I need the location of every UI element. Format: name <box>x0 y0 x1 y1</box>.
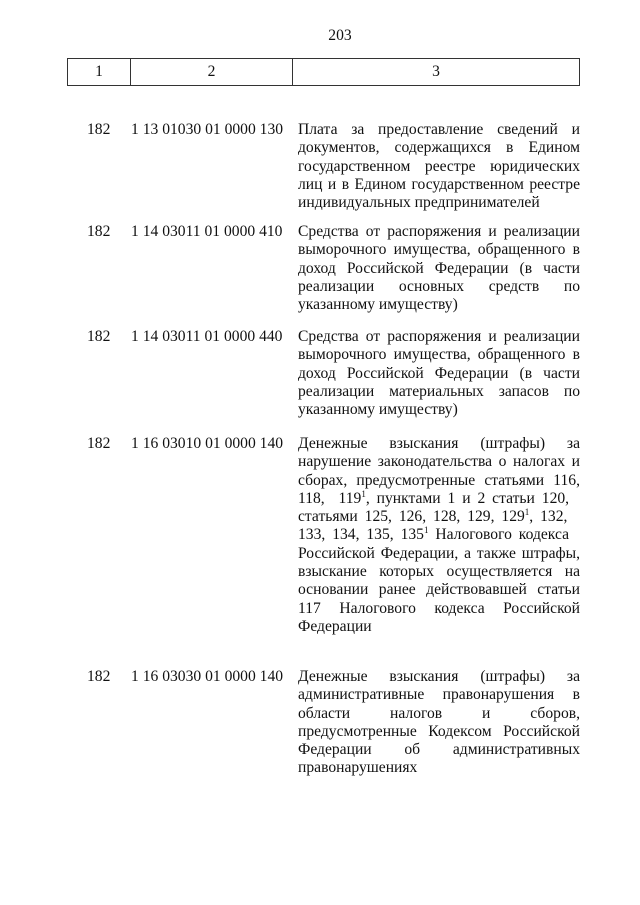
line-text: Налогового кодекса <box>428 526 570 544</box>
description-line: Плата за предоставление сведений и <box>298 121 580 138</box>
description-line: сборах, предусмотренные статьями 116, <box>298 471 580 489</box>
description-line <box>298 490 580 508</box>
description-line: взыскание которых осуществляется на <box>298 563 580 581</box>
description-line <box>298 526 580 544</box>
description-line: выморочного имущества, обращенного в <box>298 346 580 364</box>
description-line <box>298 508 580 526</box>
page-number: 203 <box>328 27 352 44</box>
description-line: указанному имуществу) <box>298 401 458 419</box>
admin-code: 182 <box>87 121 111 138</box>
superscript: 1 <box>423 525 429 536</box>
description-line: правонарушениях <box>298 759 418 777</box>
kbk-code: 1 16 03030 01 0000 140 <box>131 668 284 685</box>
description-line: Денежные взыскания (штрафы) за <box>298 668 580 685</box>
description-line: Денежные взыскания (штрафы) за <box>298 435 580 452</box>
income-description <box>298 668 580 778</box>
description-line: Средства от распоряжения и реализации <box>298 328 580 345</box>
description-line: государственном реестре юридических <box>298 157 580 175</box>
description-line: доход Российской Федерации (в части <box>298 259 580 277</box>
kbk-code: 1 13 01030 01 0000 130 <box>131 121 284 138</box>
description-line: основании ранее действовавшей статьи <box>298 581 580 599</box>
line-text: 118, 119 <box>298 489 362 507</box>
income-description <box>298 328 580 419</box>
income-description <box>298 435 580 636</box>
description-line: лиц и в Едином государственном реестре <box>298 175 580 193</box>
line-text: , пунктами 1 и 2 статьи 120, <box>365 489 570 507</box>
description-line: административные правонарушения в <box>298 686 580 704</box>
admin-code: 182 <box>87 435 111 452</box>
description-line: доход Российской Федерации (в части <box>298 364 580 382</box>
description-line: документов, содержащихся в Едином <box>298 139 580 157</box>
kbk-code: 1 14 03011 01 0000 410 <box>131 223 283 240</box>
description-line: Федерации об административных <box>298 741 580 759</box>
income-description <box>298 121 580 212</box>
kbk-code: 1 14 03011 01 0000 440 <box>131 328 283 345</box>
line-text: , 132, <box>529 508 568 526</box>
description-line: Средства от распоряжения и реализации <box>298 223 580 240</box>
description-line: нарушение законодательства о налогах и <box>298 453 580 471</box>
header-col-2: 2 <box>131 59 293 85</box>
admin-code: 182 <box>87 668 111 685</box>
superscript: 1 <box>524 507 530 518</box>
superscript: 1 <box>361 488 366 499</box>
header-col-3: 3 <box>432 63 440 80</box>
admin-code: 182 <box>87 328 111 345</box>
admin-code: 182 <box>87 223 111 240</box>
table-header <box>67 58 580 86</box>
line-text: статьями 125, 126, 128, 129, 129 <box>298 508 525 526</box>
description-line: указанному имуществу) <box>298 296 458 314</box>
income-description <box>298 223 580 314</box>
description-line: выморочного имущества, обращенного в <box>298 241 580 259</box>
description-line: индивидуальных предпринимателей <box>298 194 540 212</box>
description-line: области налогов и сборов, <box>298 704 580 722</box>
description-line: Федерации <box>298 617 372 635</box>
kbk-code: 1 16 03010 01 0000 140 <box>131 435 284 452</box>
line-text: 133, 134, 135, 135 <box>298 526 424 544</box>
header-col-1: 1 <box>68 59 131 85</box>
description-line: 117 Налогового кодекса Российской <box>298 599 580 617</box>
description-line: Российской Федерации, а также штрафы, <box>298 544 580 562</box>
description-line: реализации основных средств по <box>298 277 580 295</box>
description-line: реализации материальных запасов по <box>298 382 580 400</box>
description-line: предусмотренные Кодексом Российской <box>298 722 580 740</box>
